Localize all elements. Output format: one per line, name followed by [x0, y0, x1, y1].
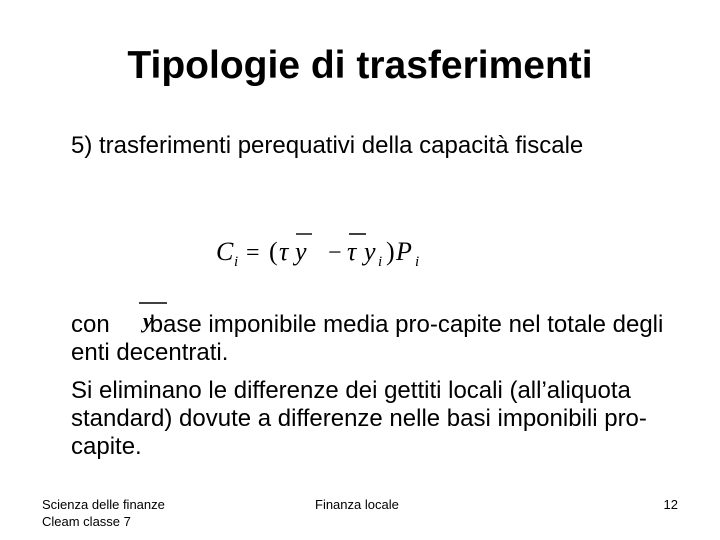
explanation-paragraph: Si eliminano le differenze dei gettiti locali (all’aliquota standard) dovute a differenze nelle basi imponibili pro-capite. — [71, 377, 647, 460]
footer-topic: Finanza locale — [315, 497, 399, 512]
formula-open-paren: ( — [269, 237, 278, 266]
footer-left — [42, 496, 165, 530]
page-number: 12 — [663, 497, 678, 512]
formula-c: C — [216, 237, 234, 266]
formula-p-sub: i — [415, 254, 420, 270]
formula-svg — [212, 226, 442, 274]
formula-y-1: y — [295, 237, 307, 266]
con-text: base imponibile media pro-capite nel totale degli enti decentrati. — [71, 311, 664, 366]
y-bar-letter: y — [143, 308, 153, 333]
con-prefix: con — [71, 311, 110, 338]
footer-course: Scienza delle finanze — [42, 497, 165, 512]
formula-close-paren: ) — [386, 237, 395, 266]
formula-equals: = — [246, 240, 260, 266]
formula-tau-1: τ — [279, 237, 289, 266]
formula-tau-2: τ — [347, 237, 357, 266]
formula-c-sub: i — [234, 254, 239, 270]
definition-paragraph — [71, 311, 671, 367]
formula-p: P — [396, 237, 412, 266]
formula-minus: − — [328, 240, 342, 266]
list-item-5: 5) trasferimenti perequativi della capacità fiscale — [71, 132, 584, 159]
footer-class: Cleam classe 7 — [42, 514, 131, 529]
formula-y-2: y — [364, 237, 376, 266]
slide-title: Tipologie di trasferimenti — [127, 44, 593, 87]
formula — [212, 226, 442, 274]
formula-y-2-sub: i — [378, 254, 383, 270]
